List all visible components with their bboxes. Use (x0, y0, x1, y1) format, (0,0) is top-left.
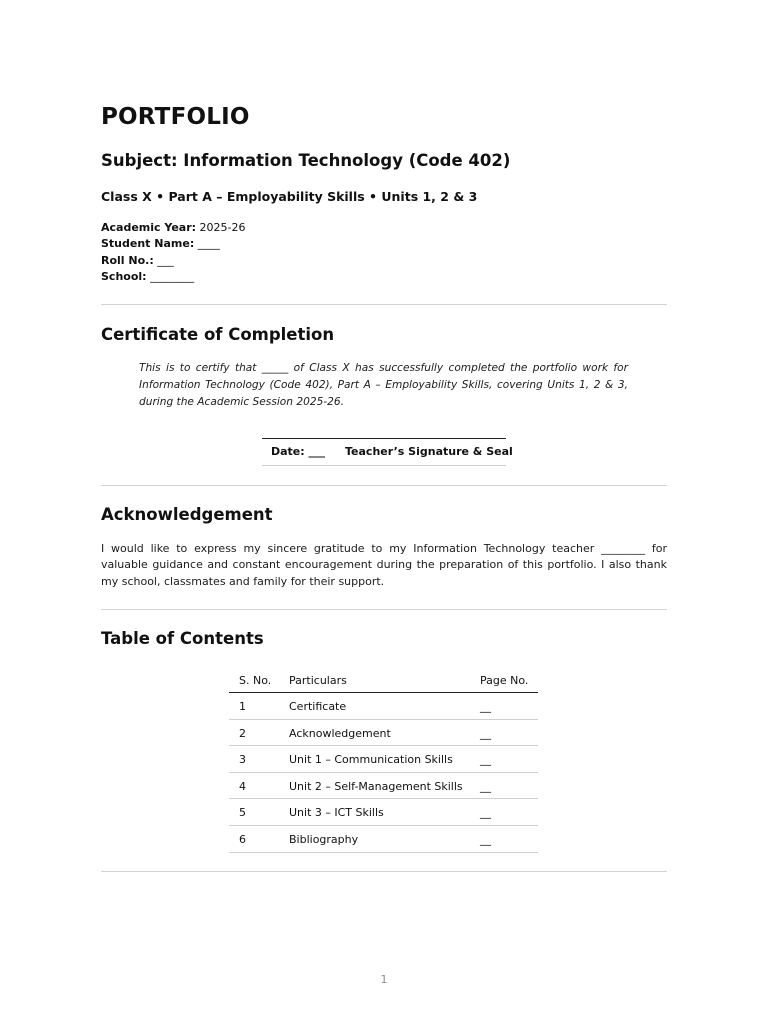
student-name-row (101, 236, 246, 252)
roll-no-value: ___ (157, 253, 174, 267)
toc-heading: Table of Contents (101, 629, 264, 648)
table-row (229, 773, 538, 800)
date-field: Date: ___ (271, 445, 326, 458)
section-divider (101, 871, 667, 872)
toc-header-row (229, 669, 538, 693)
certificate-text: This is to certify that _____ of Class X has successfully completed the portfolio work for Information Technology (Code 402), Part A – Employability Skills, covering Units 1, 2 & 3, during the Academic Session 2025-26. (139, 362, 628, 408)
toc-page: __ (480, 753, 491, 767)
toc-particular: Unit 1 – Communication Skills (289, 753, 453, 767)
roll-no-row (101, 253, 246, 269)
table-row (229, 826, 538, 853)
roll-no-label: Roll No.: (101, 253, 154, 267)
toc-particular: Bibliography (289, 832, 359, 846)
teacher-signature-label: Teacher’s Signature & Seal (345, 445, 513, 458)
toc-sno: 6 (239, 832, 246, 846)
toc-particular: Unit 3 – ICT Skills (289, 806, 384, 820)
toc-particular: Acknowledgement (289, 726, 391, 740)
subject-heading: Subject: Information Technology (Code 402) (101, 151, 511, 170)
toc-sno: 2 (239, 726, 246, 740)
toc-sno: 1 (239, 700, 246, 713)
student-name-label: Student Name: (101, 237, 195, 251)
toc-sno: 3 (239, 753, 246, 767)
academic-year-label: Academic Year: (101, 221, 197, 234)
acknowledgement-heading: Acknowledgement (101, 505, 273, 524)
toc-page: __ (480, 726, 491, 740)
toc-table (229, 669, 538, 853)
table-row (229, 799, 538, 826)
table-row (229, 746, 538, 773)
acknowledgement-text: I would like to express my sincere gratitude to my Information Technology teacher ________ for valuable guidance and constant encouragement during the preparation of this portfolio. I also thank my school, classmates and family for their support. (101, 542, 667, 588)
toc-page: __ (480, 806, 491, 820)
signature-table (262, 438, 513, 466)
toc-page: __ (480, 700, 491, 713)
section-divider (101, 304, 667, 305)
page-number: 1 (380, 973, 388, 986)
academic-year-value: 2025-26 (199, 221, 246, 234)
school-value: ________ (150, 269, 195, 283)
section-divider (101, 485, 667, 486)
toc-col-sno: S. No. (239, 674, 272, 687)
table-row (229, 693, 538, 720)
academic-year-row (101, 220, 246, 236)
section-divider (101, 609, 667, 610)
toc-col-particulars: Particulars (289, 674, 347, 687)
toc-particular: Certificate (289, 700, 347, 713)
table-row (229, 720, 538, 747)
student-name-value: ____ (197, 237, 220, 251)
toc-page: __ (480, 779, 491, 793)
certificate-heading: Certificate of Completion (101, 325, 335, 344)
toc-col-page: Page No. (480, 674, 529, 687)
student-details (101, 220, 246, 285)
school-label: School: (101, 269, 147, 283)
school-row (101, 269, 246, 285)
class-line: Class X • Part A – Employability Skills • Units 1, 2 & 3 (101, 189, 478, 204)
toc-particular: Unit 2 – Self-Management Skills (289, 779, 463, 793)
document-title: PORTFOLIO (101, 104, 250, 130)
toc-page: __ (480, 832, 491, 846)
toc-sno: 5 (239, 806, 246, 820)
toc-sno: 4 (239, 779, 246, 793)
